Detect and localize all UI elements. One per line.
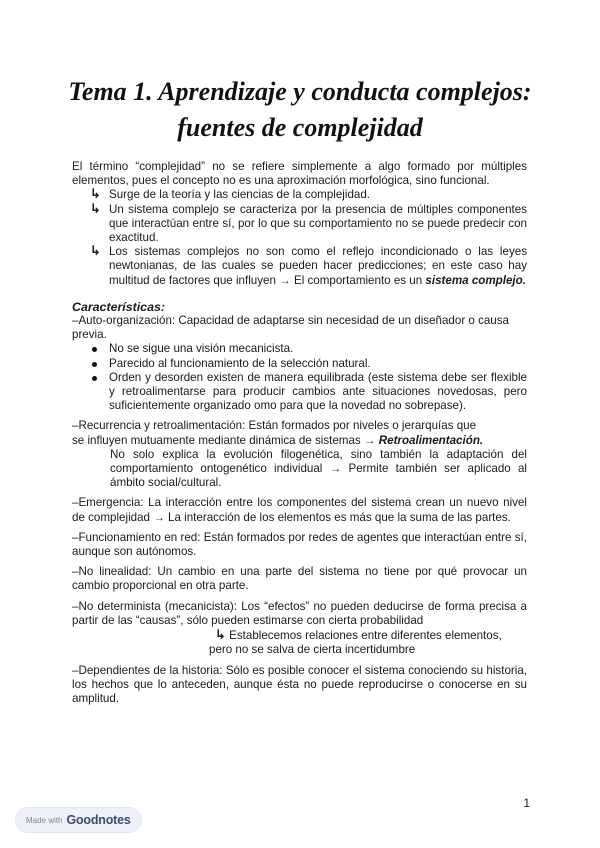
recurrencia-indent: No solo explica la evolución filogenética, sino también la adaptación del comportamiento ontogenético individual → Permite también ser aplicado al ámbito social/cultural. xyxy=(110,447,527,490)
red-text: –Funcionamiento en red: Están formados por redes de agentes que interactúan entre sí, aunque son autónomos. xyxy=(72,530,527,559)
emphasis-text: Retroalimentación. xyxy=(378,433,484,447)
intro-points xyxy=(96,188,527,287)
emergencia-text: –Emergencia: La interacción entre los componentes del sistema crean un nuevo nivel de complejidad → La interacción de los elementos es más que la suma de las partes. xyxy=(72,496,527,524)
auto-organizacion-bullets xyxy=(88,342,527,413)
historia-text: –Dependientes de la historia: Sólo es posible conocer el sistema conociendo su historia, los hechos que lo anteceden, aunque ésta no puede reproducirse o conocerse en su amplitud. xyxy=(72,663,527,705)
auto-organizacion-text: –Auto-organización: Capacidad de adaptarse sin necesidad de un diseñador o causa previa. xyxy=(72,314,510,342)
recurrencia-line-2: se influyen mutuamente mediante dinámica de sistemas → Retroalimentación. xyxy=(72,433,484,447)
page-number: 1 xyxy=(523,796,530,810)
goodnotes-badge xyxy=(16,808,141,832)
arrow-icon: ↳ xyxy=(215,627,226,643)
title-line-1: Tema 1. Aprendizaje y conducta complejos: xyxy=(68,77,532,106)
intro-paragraph: El término “complejidad” no se refiere simplemente a algo formado por múltiples elementos, pues el concepto no es una aproximación morfológica, sino funcional. xyxy=(72,160,527,188)
no-determinista-text: –No determinista (mecanicista): Los “efectos” no pueden deducirse de forma precisa a partir de las “causas”, sólo pueden estimarse con cierta probabilidad xyxy=(72,599,527,627)
section-heading: Características: xyxy=(72,299,165,314)
badge-brand: Goodnotes xyxy=(66,813,131,827)
title-line-2: fuentes de complejidad xyxy=(177,113,423,142)
no-determinista-arrow-line-2: pero no se salva de cierta incertidumbre xyxy=(209,643,416,657)
main-content xyxy=(72,160,527,706)
emphasis-text: sistema complejo. xyxy=(425,273,526,287)
intro-point: ↳ Un sistema complejo se caracteriza por la presencia de múltiples componentes que interactúan entre sí, por lo que su comportamiento no se puede predecir con exactitud. xyxy=(96,203,527,246)
intro-point: ↳ Los sistemas complejos no son como el reflejo incondicionado o las leyes newtonianas, de las cuales se pueden hacer predicciones; en este caso hay multitud de factores que influyen → El comportamiento es un sistema complejo. xyxy=(96,245,527,288)
recurrencia-line-1: –Recurrencia y retroalimentación: Están formados por niveles o jerarquías que xyxy=(72,419,477,433)
intro-point: ↳ Surge de la teoría y las ciencias de la complejidad. xyxy=(96,188,527,202)
bullet-item: Orden y desorden existen de manera equilibrada (este sistema debe ser flexible y retroalimentarse para producir cambios ante situaciones novedosas, pero suficientemente organizado omo para que la novedad no sobrepase). xyxy=(88,371,527,414)
no-determinista-arrow-line: ↳ Establecemos relaciones entre diferentes elementos, xyxy=(215,627,502,643)
bullet-item: No se sigue una visión mecanicista. xyxy=(88,342,527,356)
bullet-item: Parecido al funcionamiento de la selección natural. xyxy=(88,357,527,371)
page-title xyxy=(40,74,560,146)
no-linealidad-text: –No linealidad: Un cambio en una parte del sistema no tiene por qué provocar un cambio proporcional en otra parte. xyxy=(72,565,527,593)
badge-prefix: Made with xyxy=(26,815,63,825)
